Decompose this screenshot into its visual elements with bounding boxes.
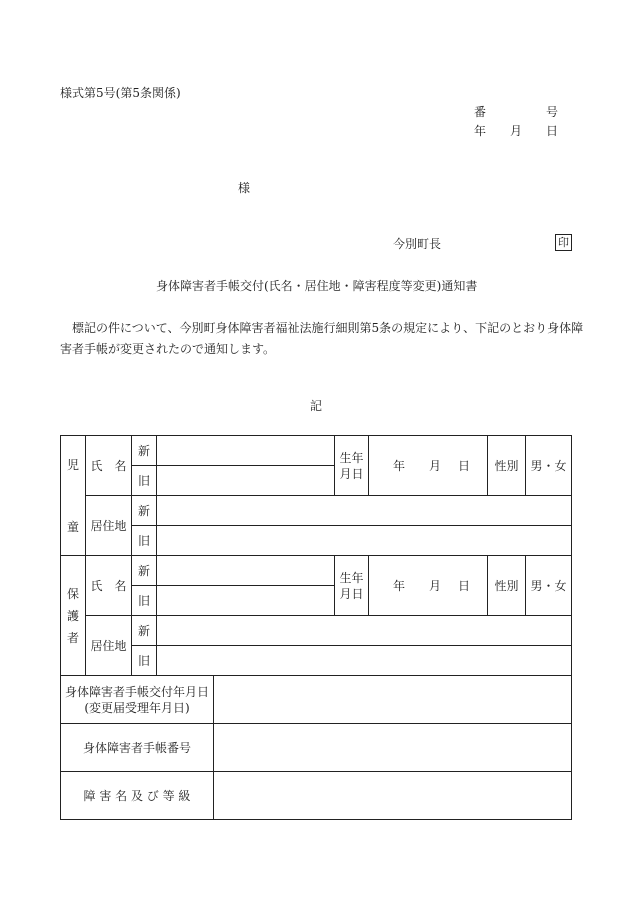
- date-month-label: 月: [510, 124, 523, 138]
- child-birth-date-field[interactable]: 年 月 日: [369, 436, 488, 496]
- child-residence-new-label: 新: [132, 496, 157, 526]
- notification-table: [60, 435, 572, 820]
- child-name-new-label: 新: [132, 436, 157, 466]
- date-year-label: 年: [474, 124, 487, 138]
- child-name-label: 氏 名: [86, 436, 132, 496]
- guardian-residence-label: 居住地: [86, 616, 132, 676]
- guardian-residence-old-field[interactable]: [157, 646, 572, 676]
- guardian-name-label: 氏 名: [86, 556, 132, 616]
- child-residence-label: 居住地: [86, 496, 132, 556]
- guardian-name-new-field[interactable]: [157, 556, 335, 586]
- number-suffix: 号: [546, 105, 559, 119]
- number-label: 番: [474, 105, 487, 119]
- child-name-old-field[interactable]: [157, 466, 335, 496]
- guardian-birth-date-field[interactable]: 年 月 日: [369, 556, 488, 616]
- disability-grade-label: 障 害 名 及 び 等 級: [61, 772, 214, 820]
- issue-date-field[interactable]: [214, 676, 572, 724]
- child-sex-label: 性別: [488, 436, 526, 496]
- guardian-residence-old-label: 旧: [132, 646, 157, 676]
- child-section-label: 児 童: [61, 436, 86, 556]
- date-day-label: 日: [546, 124, 559, 138]
- guardian-residence-new-field[interactable]: [157, 616, 572, 646]
- guardian-name-old-label: 旧: [132, 586, 157, 616]
- guardian-sex-label: 性別: [488, 556, 526, 616]
- guardian-sex-value[interactable]: 男・女: [526, 556, 572, 616]
- child-name-new-field[interactable]: [157, 436, 335, 466]
- guardian-residence-new-label: 新: [132, 616, 157, 646]
- handbook-number-field[interactable]: [214, 724, 572, 772]
- child-residence-old-label: 旧: [132, 526, 157, 556]
- child-name-old-label: 旧: [132, 466, 157, 496]
- seal-mark: 印: [555, 234, 572, 251]
- body-text-line-2: 害者手帳が変更されたので通知します。: [60, 342, 276, 356]
- guardian-name-new-label: 新: [132, 556, 157, 586]
- body-text-line-1: 標記の件について、今別町身体障害者福祉法施行細則第5条の規定により、下記のとおり身体障: [60, 321, 584, 335]
- disability-grade-field[interactable]: [214, 772, 572, 820]
- issue-date-label: 身体障害者手帳交付年月日 (変更届受理年月日): [61, 676, 214, 724]
- form-number: 様式第5号(第5条関係): [60, 86, 181, 100]
- child-birth-label: 生年 月日: [335, 436, 369, 496]
- child-sex-value[interactable]: 男・女: [526, 436, 572, 496]
- guardian-name-old-field[interactable]: [157, 586, 335, 616]
- child-residence-old-field[interactable]: [157, 526, 572, 556]
- issuer-name: 今別町長: [393, 237, 442, 251]
- guardian-section-label: 保 護 者: [61, 556, 86, 676]
- handbook-number-label: 身体障害者手帳番号: [61, 724, 214, 772]
- child-residence-new-field[interactable]: [157, 496, 572, 526]
- ki-heading: 記: [310, 399, 323, 413]
- guardian-birth-label: 生年 月日: [335, 556, 369, 616]
- document-title: 身体障害者手帳交付(氏名・居住地・障害程度等変更)通知書: [156, 279, 478, 293]
- addressee-sama: 様: [238, 181, 251, 195]
